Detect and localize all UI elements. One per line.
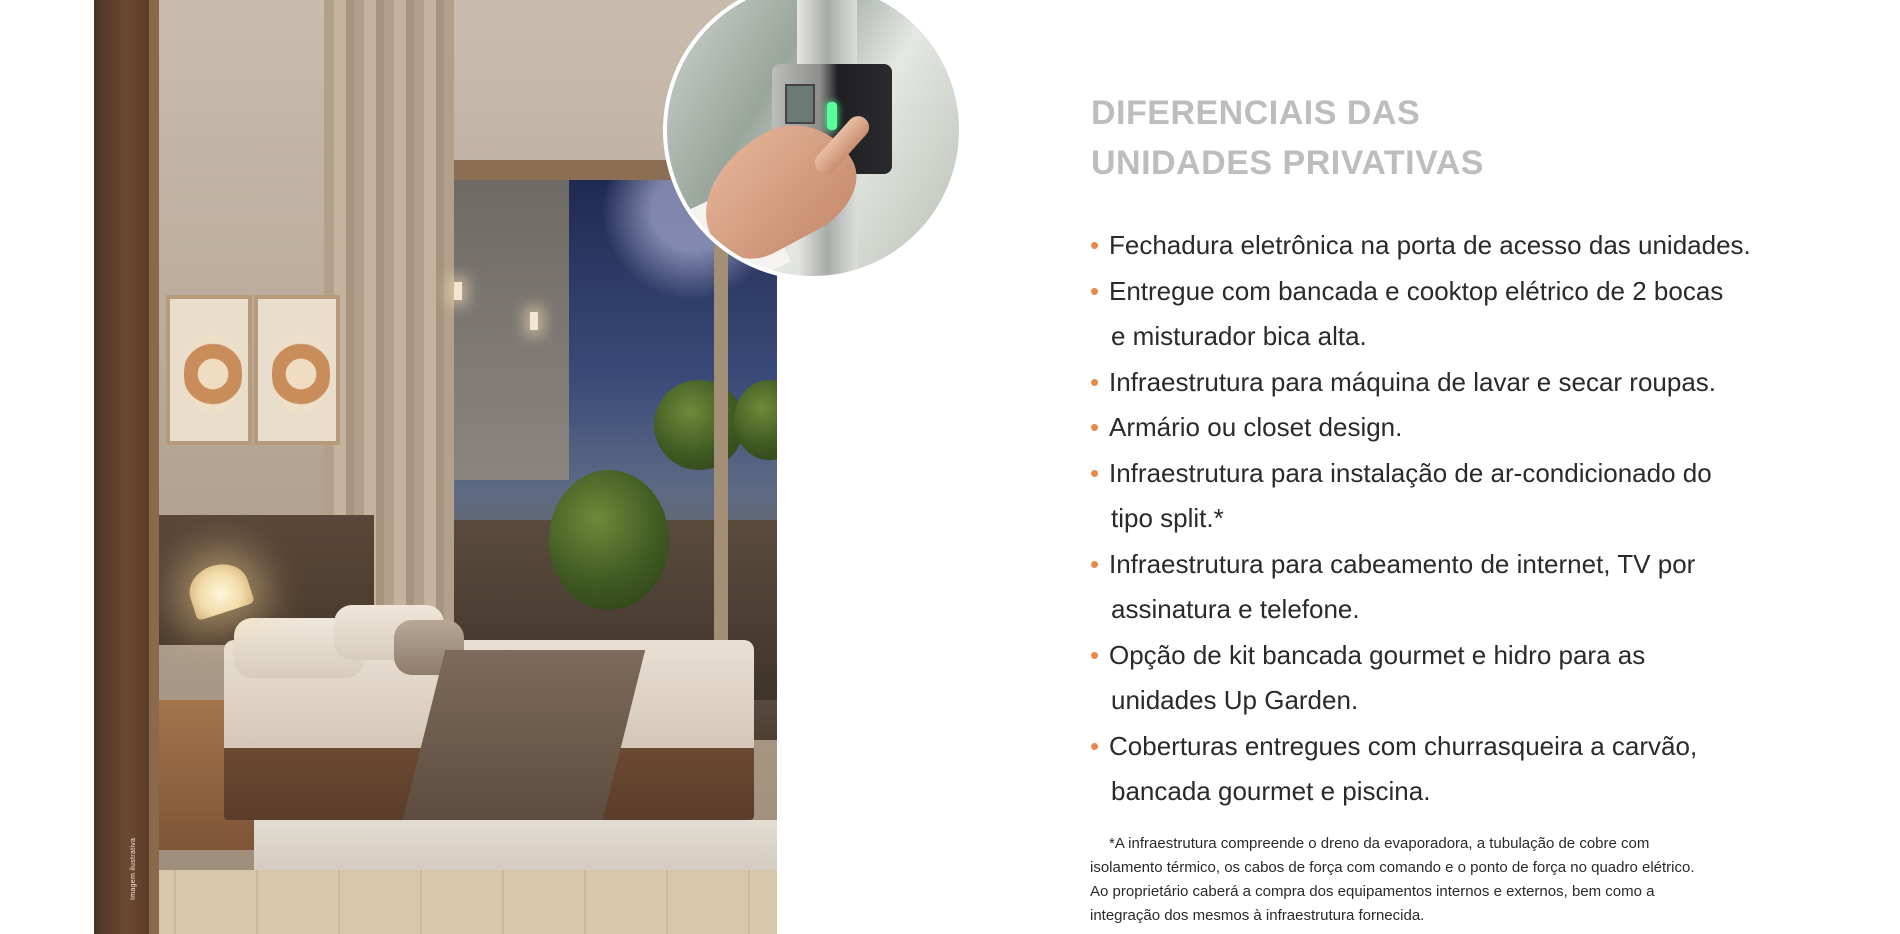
bullet-dot-icon: • (1090, 639, 1100, 670)
plant-shrub (549, 470, 669, 610)
heading-line-1: DIFERENCIAIS DAS (1091, 94, 1421, 132)
feature-text: Infraestrutura para instalação de ar-condicionado do (1109, 457, 1712, 488)
feature-text: tipo split.* (1111, 503, 1224, 533)
list-item (1090, 223, 1810, 269)
bullet-dot-icon: • (1090, 457, 1100, 488)
wall-sconce (454, 282, 462, 300)
list-item (1090, 405, 1810, 451)
section-heading (1091, 88, 1484, 188)
footnote-line: Ao proprietário caberá a compra dos equipamentos internos e externos, bem como a (1090, 883, 1655, 900)
wall-art (254, 295, 340, 445)
feature-text: Fechadura eletrônica na porta de acesso das unidades. (1109, 230, 1751, 260)
bullet-dot-icon: • (1090, 548, 1100, 579)
bullet-dot-icon: • (1090, 230, 1100, 260)
list-item (1090, 360, 1810, 406)
wood-panel (94, 0, 149, 934)
wood-floor (94, 870, 777, 934)
wall-sconce (530, 312, 538, 330)
plant-tree (654, 380, 744, 470)
bed-throw (403, 650, 645, 820)
list-item (1090, 633, 1810, 724)
wood-panel-edge (149, 0, 159, 934)
feature-text: Armário ou closet design. (1109, 412, 1403, 442)
feature-text: e misturador bica alta. (1111, 321, 1367, 351)
feature-text: bancada gourmet e piscina. (1111, 776, 1431, 806)
feature-text: Infraestrutura para máquina de lavar e secar roupas. (1109, 366, 1717, 397)
feature-text: Entregue com bancada e cooktop elétrico de 2 bocas (1109, 275, 1724, 306)
fingerprint-sensor-icon (827, 102, 837, 130)
biometric-lock-photo (663, 0, 963, 280)
feature-text: assinatura e telefone. (1111, 594, 1360, 624)
heading-line-2: UNIDADES PRIVATIVAS (1091, 144, 1484, 182)
features-list (1090, 223, 1810, 815)
bullet-dot-icon: • (1090, 366, 1100, 397)
bullet-dot-icon: • (1090, 275, 1100, 306)
feature-text: Infraestrutura para cabeamento de internet, TV por (1109, 548, 1696, 579)
footnote-line: isolamento térmico, os cabos de força com comando e o ponto de força no quadro elétrico. (1090, 859, 1695, 876)
footnote (1090, 832, 1800, 928)
list-item (1090, 724, 1810, 815)
bullet-dot-icon: • (1090, 730, 1100, 761)
list-item (1090, 269, 1810, 360)
bullet-dot-icon: • (1090, 412, 1100, 442)
list-item (1090, 542, 1810, 633)
wall-art (166, 295, 252, 445)
footnote-line: *A infraestrutura compreende o dreno da evaporadora, a tubulação de cobre com (1109, 835, 1650, 852)
feature-text: unidades Up Garden. (1111, 685, 1359, 715)
feature-text: Opção de kit bancada gourmet e hidro para as (1109, 639, 1646, 670)
neighbor-building (449, 180, 569, 480)
footnote-line: integração dos mesmos à infraestrutura fornecida. (1090, 907, 1425, 924)
photo-caption: Imagem ilustrativa (130, 837, 137, 900)
list-item (1090, 451, 1810, 542)
feature-text: Coberturas entregues com churrasqueira a carvão, (1109, 730, 1698, 761)
